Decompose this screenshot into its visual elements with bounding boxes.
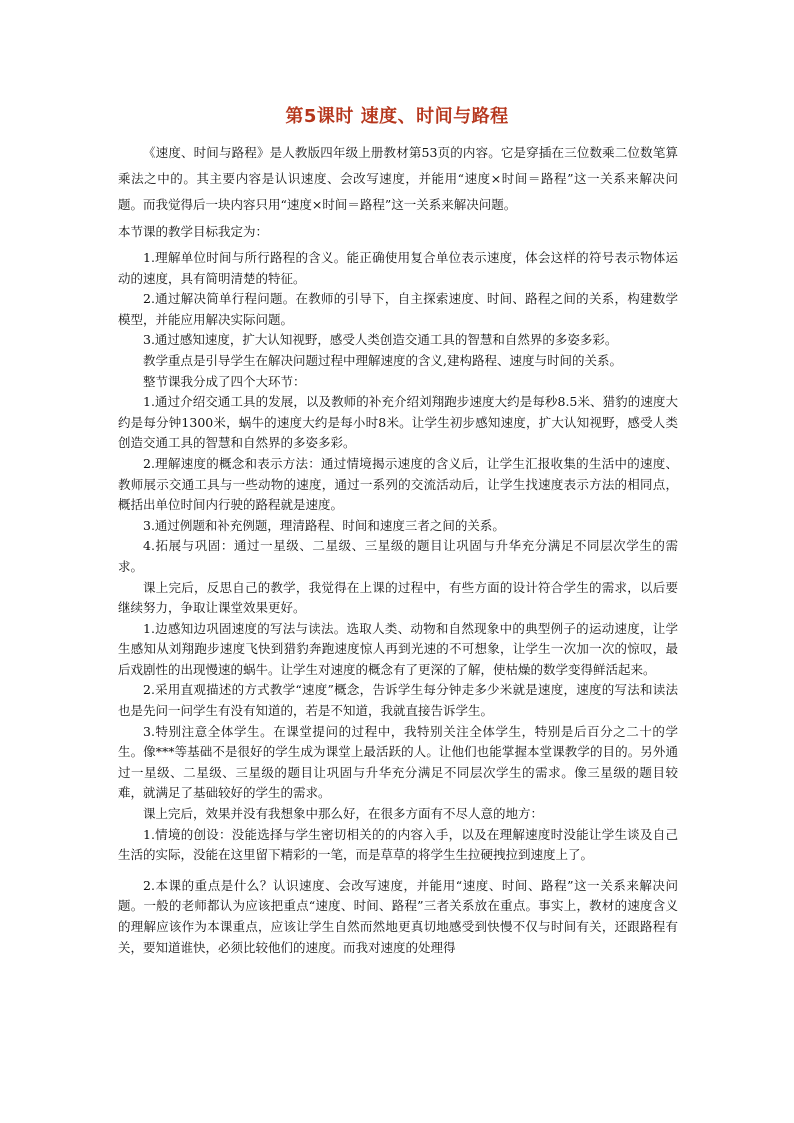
document-body	[118, 140, 678, 958]
paragraph: 1.边感知边巩固速度的写法与读法。选取人类、动物和自然现象中的典型例子的运动速度，让学生感知从刘翔跑步速度飞快到猎豹奔跑速度惊人再到光速的不可想象，让学生一次加一次的惊叹，最后戏剧性的出现慢速的蜗牛。让学生对速度的概念有了更深的了解，使枯燥的数学变得鲜活起来。	[118, 620, 678, 677]
paragraph: 整节课我分成了四个大环节：	[143, 373, 306, 389]
paragraph: 2.本课的重点是什么？认识速度、会改写速度，并能用“速度、时间、路程”这一关系来解决问题。一般的老师都认为应该把重点“速度、时间、路程”三者关系放在重点。事实上，教材的速度含义的理解应该作为本课重点，应该让学生自然而然地更真切地感受到快慢不仅与时间有关，还跟路程有关，要知道谁快，必须比较他们的速度。而我对速度的处理得	[118, 877, 678, 955]
paragraph: 2.理解速度的概念和表示方法：通过情境揭示速度的含义后，让学生汇报收集的生活中的速度、教师展示交通工具与一些动物的速度，通过一系列的交流活动后，让学生找速度表示方法的相同点，概括出单位时间内行驶的路程就是速度。	[118, 455, 678, 513]
paragraph: 4.拓展与巩固：通过一星级、二星级、三星级的题目让巩固与升华充分满足不同层次学生的需求。	[118, 538, 678, 574]
paragraph: 1.理解单位时间与所行路程的含义。能正确使用复合单位表示速度，体会这样的符号表示物体运动的速度，具有简明清楚的特征。	[118, 250, 678, 286]
paragraph: 1.通过介绍交通工具的发展，以及教师的补充介绍刘翔跑步速度大约是每秒8.5米、猎豹的速度大约是每分钟1300米，蜗牛的速度大约是每小时8米。让学生初步感知速度，扩大认知视野，感受人类创造交通工具的智慧和自然界的多姿多彩。	[118, 394, 678, 451]
paragraph: 《速度、时间与路程》是人教版四年级上册教材第53页的内容。它是穿插在三位数乘二位数笔算乘法之中的。其主要内容是认识速度、会改写速度，并能用“速度×时间＝路程”这一关系来解决问题。而我觉得后一块内容只用“速度×时间＝路程”这一关系来解决问题。	[118, 145, 678, 212]
paragraph: 1.情境的创设：没能选择与学生密切相关的的内容入手，以及在理解速度时没能让学生谈及自己生活的实际，没能在这里留下精彩的一笔，而是草草的将学生生拉硬拽拉到速度上了。	[118, 826, 678, 863]
paragraph: 课上完后，效果并没有我想象中那么好，在很多方面有不尽人意的地方：	[143, 806, 544, 822]
paragraph: 教学重点是引导学生在解决问题过程中理解速度的含义,建构路程、速度与时间的关系。	[143, 352, 622, 368]
document-title: 第5课时 速度、时间与路程	[285, 106, 509, 127]
paragraph: 2.采用直观描述的方式教学“速度”概念，告诉学生每分钟走多少米就是速度，速度的写法和读法也是先问一问学生有没有知道的，若是不知道，我就直接告诉学生。	[118, 682, 678, 719]
paragraph: 3.通过例题和补充例题，理清路程、时间和速度三者之间的关系。	[143, 517, 505, 533]
paragraph: 3.特别注意全体学生。在课堂提问的过程中，我特别关注全体学生，特别是后百分之二十的学生。像***等基础不是很好的学生成为课堂上最活跃的人。让他们也能掌握本堂课教学的目的。另外通过一星级、二星级、三星级的题目让巩固与升华充分满足不同层次学生的需求。像三星级的题目较难，就满足了基础较好的学生的需求。	[118, 723, 678, 801]
paragraph: 3.通过感知速度，扩大认知视野，感受人类创造交通工具的智慧和自然界的多姿多彩。	[143, 332, 618, 348]
paragraph: 课上完后，反思自己的教学，我觉得在上课的过程中，有些方面的设计符合学生的需求，以后要继续努力，争取让课堂效果更好。	[118, 579, 678, 616]
paragraph: 2.通过解决简单行程问题。在教师的引导下，自主探索速度、时间、路程之间的关系，构建数学模型，并能应用解决实际问题。	[118, 291, 678, 327]
paragraph: 本节课的教学目标我定为：	[118, 224, 269, 239]
